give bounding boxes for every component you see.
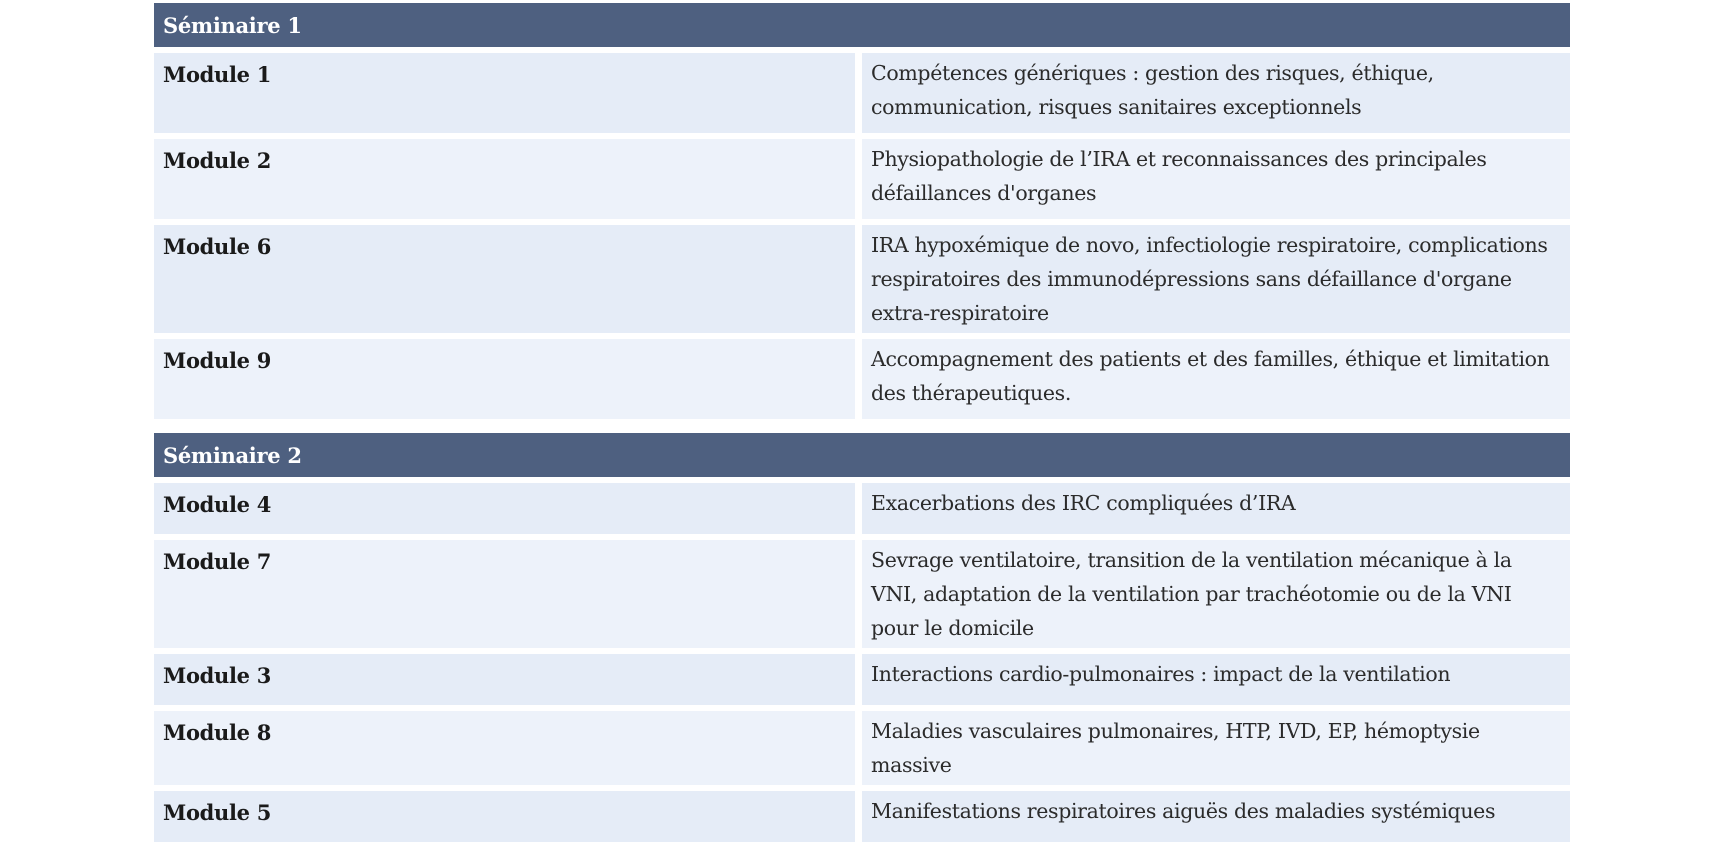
table-row xyxy=(154,139,1570,225)
module-name: Module 9 xyxy=(154,339,862,425)
module-name: Module 2 xyxy=(154,139,862,225)
table-row xyxy=(154,339,1570,425)
seminar-title: Séminaire 1 xyxy=(154,3,1570,53)
seminar-title: Séminaire 2 xyxy=(154,425,1570,483)
table-row xyxy=(154,225,1570,339)
module-name: Module 7 xyxy=(154,540,862,654)
program-table xyxy=(154,3,1570,848)
table-row xyxy=(154,654,1570,711)
module-description: Manifestations respiratoires aiguës des maladies systémiques xyxy=(862,791,1570,848)
table-row xyxy=(154,711,1570,791)
program-table-container xyxy=(154,3,1570,848)
module-description: Sevrage ventilatoire, transition de la ventilation mécanique à la VNI, adaptation de la ventilation par trachéotomie ou de la VNI pour le domicile xyxy=(862,540,1570,654)
module-description: Maladies vasculaires pulmonaires, HTP, IVD, EP, hémoptysie massive xyxy=(862,711,1570,791)
module-name: Module 1 xyxy=(154,53,862,139)
module-name: Module 3 xyxy=(154,654,862,711)
module-description: Accompagnement des patients et des familles, éthique et limitation des thérapeutiques. xyxy=(862,339,1570,425)
module-name: Module 6 xyxy=(154,225,862,339)
table-row xyxy=(154,53,1570,139)
module-description: IRA hypoxémique de novo, infectiologie respiratoire, complications respiratoires des immunodépressions sans défaillance d'organe extra-respiratoire xyxy=(862,225,1570,339)
seminar-header-row xyxy=(154,3,1570,53)
module-name: Module 8 xyxy=(154,711,862,791)
module-name: Module 5 xyxy=(154,791,862,848)
table-row xyxy=(154,791,1570,848)
table-row xyxy=(154,483,1570,540)
module-name: Module 4 xyxy=(154,483,862,540)
module-description: Physiopathologie de l’IRA et reconnaissances des principales défaillances d'organes xyxy=(862,139,1570,225)
module-description: Interactions cardio-pulmonaires : impact de la ventilation xyxy=(862,654,1570,711)
module-description: Compétences génériques : gestion des risques, éthique, communication, risques sanitaires exceptionnels xyxy=(862,53,1570,139)
module-description: Exacerbations des IRC compliquées d’IRA xyxy=(862,483,1570,540)
seminar-header-row xyxy=(154,425,1570,483)
table-row xyxy=(154,540,1570,654)
